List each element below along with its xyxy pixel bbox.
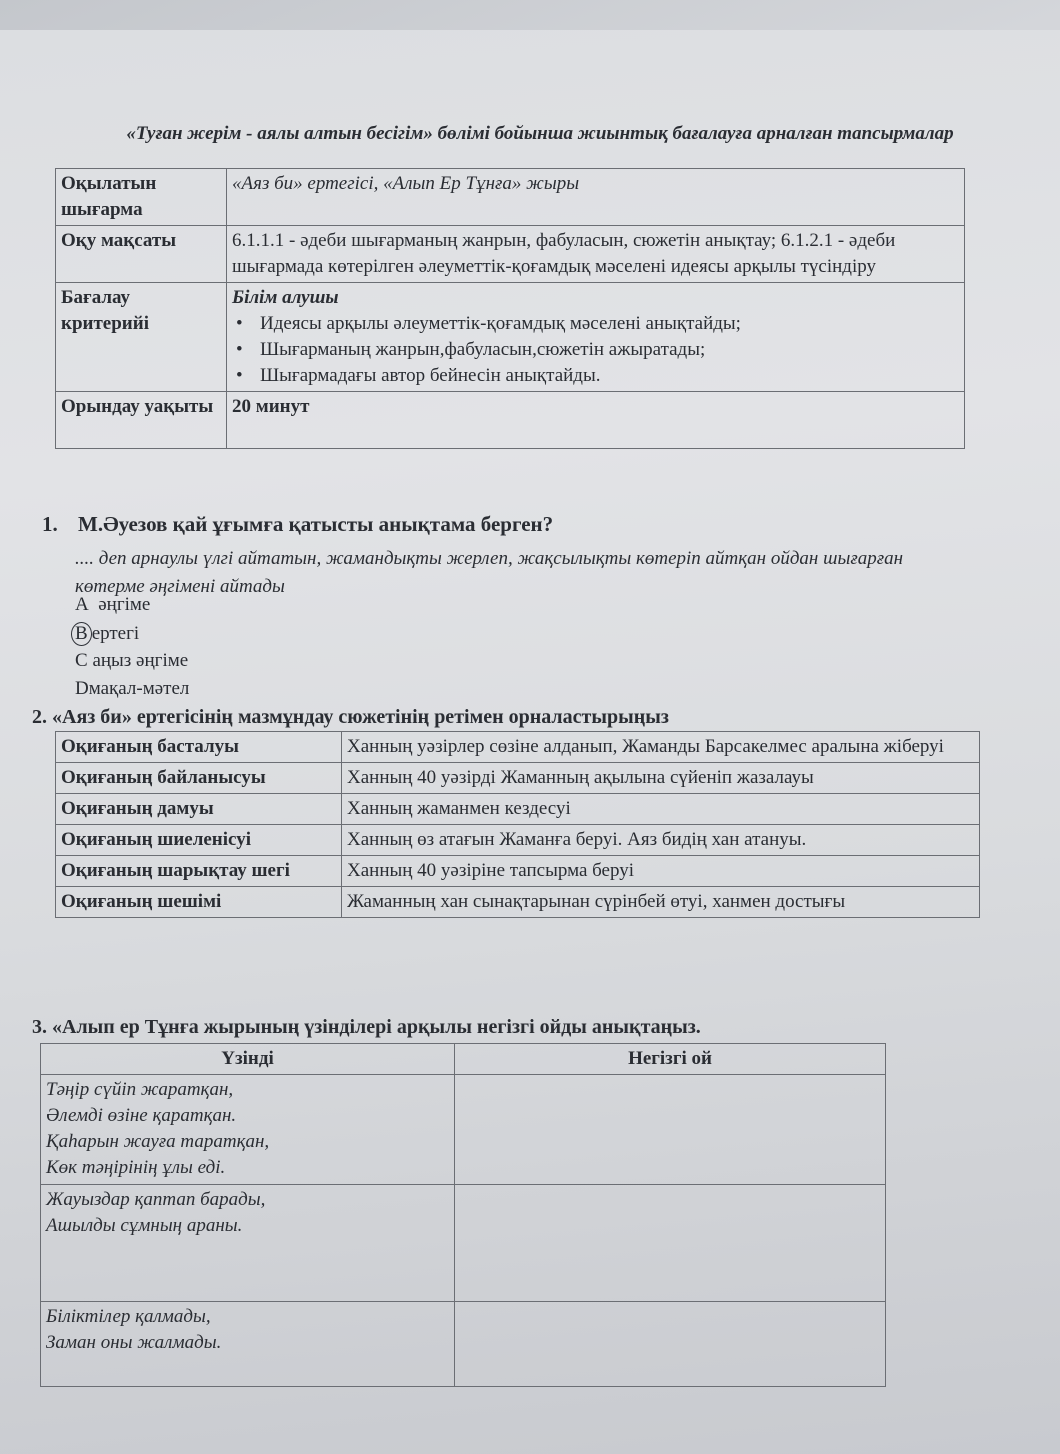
question-1 xyxy=(42,512,553,537)
info-label: Орындау уақыты xyxy=(56,392,227,449)
table-row xyxy=(56,392,965,449)
table-row xyxy=(41,1302,886,1387)
table-header-row xyxy=(41,1044,886,1075)
info-value: 6.1.1.1 - әдеби шығарманың жанрын, фабуласын, сюжетін анықтау; 6.1.2.1 - әдеби шығармада көтерілген әлеуметтік-қоғамдық мәселені идеясы арқылы түсіндіру xyxy=(227,226,965,283)
option-d: Dмақал-мәтел xyxy=(75,678,190,699)
event-text: Ханның 40 уәзірді Жаманның ақылына сүйеніп жазалауы xyxy=(342,763,980,794)
event-text: Жаманның хан сынақтарынан сүрінбей өтуі, ханмен достығы xyxy=(342,887,980,918)
event-stage: Оқиғаның дамуы xyxy=(56,794,342,825)
table-row xyxy=(41,1075,886,1185)
answer-circle-mark: В xyxy=(71,622,92,646)
option-b: В ертегі xyxy=(75,622,139,646)
table-row xyxy=(56,732,980,763)
event-text: Ханның 40 уәзіріне тапсырма беруі xyxy=(342,856,980,887)
event-stage: Оқиғаның басталуы xyxy=(56,732,342,763)
answer-cell[interactable] xyxy=(455,1185,886,1302)
table-row xyxy=(56,794,980,825)
column-header-main-idea: Негізгі ой xyxy=(455,1044,886,1075)
event-stage: Оқиғаның шарықтау шегі xyxy=(56,856,342,887)
event-stage: Оқиғаның шешімі xyxy=(56,887,342,918)
event-stage: Оқиғаның шиеленісуі xyxy=(56,825,342,856)
info-label: Бағалау критерийі xyxy=(56,283,227,392)
excerpt-cell: Тәңір сүйіп жаратқан, Әлемді өзіне қаратқан. Қаһарын жауға таратқан, Көк тәңірінің ұлы еді. xyxy=(41,1075,455,1185)
table-row xyxy=(56,856,980,887)
criteria-cell xyxy=(227,283,965,392)
list-item: • Шығармадағы автор бейнесін анықтайды. xyxy=(232,363,959,389)
answer-cell[interactable] xyxy=(455,1075,886,1185)
option-a: А әңгіме xyxy=(75,594,151,615)
table-row xyxy=(56,283,965,392)
excerpt-cell: Біліктілер қалмады, Заман оны жалмады. xyxy=(41,1302,455,1387)
event-stage: Оқиғаның байланысуы xyxy=(56,763,342,794)
excerpt-table xyxy=(40,1043,886,1387)
info-label: Оқылатын шығарма xyxy=(56,169,227,226)
criteria-heading: Білім алушы xyxy=(232,287,339,308)
table-row xyxy=(56,226,965,283)
table-row xyxy=(56,887,980,918)
excerpt-cell: Жауыздар қаптап барады, Ашылды сұмның араны. xyxy=(41,1185,455,1302)
criteria-list xyxy=(232,311,959,389)
table-row xyxy=(56,763,980,794)
page-title: «Туған жерім - аялы алтын бесігім» бөлімі бойынша жиынтық бағалауға арналған тапсырмалар xyxy=(126,123,954,144)
answer-cell[interactable] xyxy=(455,1302,886,1387)
table-row xyxy=(41,1185,886,1302)
option-c: С аңыз әңгіме xyxy=(75,650,189,671)
question-text: М.Әуезов қай ұғымға қатысты анықтама берген? xyxy=(78,512,554,536)
info-value: «Аяз би» ертегісі, «Алып Ер Тұнға» жыры xyxy=(227,169,965,226)
info-label: Оқу мақсаты xyxy=(56,226,227,283)
table-row xyxy=(56,825,980,856)
event-text: Ханның уәзірлер сөзіне алданып, Жаманды Барсакелмес аралына жіберуі xyxy=(342,732,980,763)
info-table xyxy=(55,168,965,449)
list-item: • Идеясы арқылы әлеуметтік-қоғамдық мәселені анықтайды; xyxy=(232,311,959,337)
question-2-title: 2. «Аяз би» ертегісінің мазмұндау сюжетінің ретімен орналастырыңыз xyxy=(32,706,669,728)
question-description: .... деп арнаулы үлгі айтатын, жамандықты жерлеп, жақсылықты көтеріп айтқан ойдан шығарған көтерме әңгімені айтады xyxy=(75,548,904,597)
column-header-excerpt: Үзінді xyxy=(41,1044,455,1075)
question-3-title: 3. «Алып ер Тұнға жырының үзінділері арқылы негізгі ойды анықтаңыз. xyxy=(32,1016,701,1038)
info-value: 20 минут xyxy=(227,392,965,449)
event-text: Ханның жаманмен кездесуі xyxy=(342,794,980,825)
plot-table xyxy=(55,731,980,918)
question-number: 1. xyxy=(42,512,58,536)
list-item: • Шығарманың жанрын,фабуласын,сюжетін ажыратады; xyxy=(232,337,959,363)
event-text: Ханның өз атағын Жаманға беруі. Аяз бидің хан атануы. xyxy=(342,825,980,856)
table-row xyxy=(56,169,965,226)
